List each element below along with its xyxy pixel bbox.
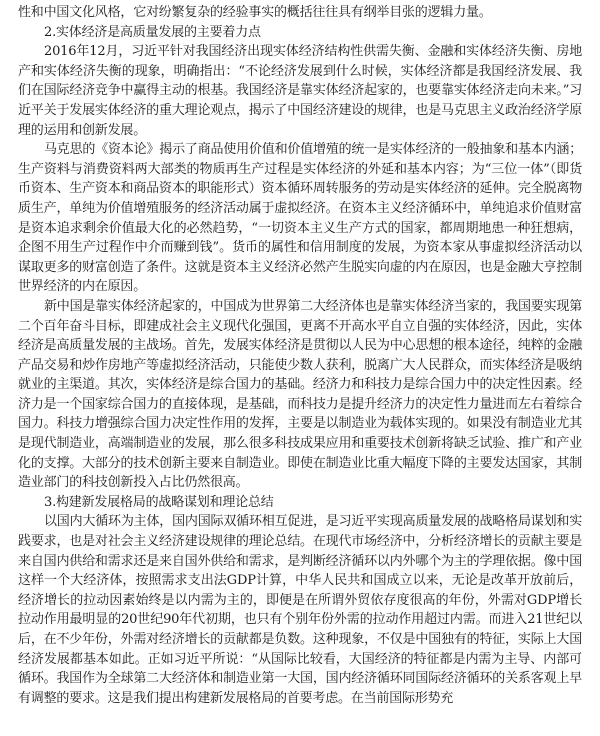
paragraph-real-economy-2016: 2016年12月，习近平针对我国经济出现实体经济结构性供需失衡、金融和实体经济失衡、房地产和实体经济失衡的现象，明确指出：“不论经济发展到什么时候，实体经济都是我国经济发展、我们在国际经济竞争中赢得主动的根基。我国经济是靠实体经济起家的，也要靠实体经济走向未来。”习近平关于发展实体经济的重大理论观点，揭示了中国经济建设的规律，也是马克思主义政治经济学原理的运用和创新发展。 — [18, 44, 582, 138]
paragraph-continuation: 性和中国文化风格，它对纷繁复杂的经验事实的概括往往具有纲举目张的逻辑力量。 — [18, 5, 492, 20]
section-heading-3: 3.构建新发展格局的战略谋划和理论总结 — [44, 494, 274, 510]
paragraph-dual-circulation: 以国内大循环为主体，国内国际双循环相互促进，是习近平实现高质量发展的战略格局谋划和实践要求，也是对社会主义经济建设规律的理论总结。在现代市场经济中，分析经济增长的贡献主要是来自国内供给和需求还是来自国外供给和需求，是判断经济循环以内外哪个为主的学理依据。像中国这样一个大经济体，按照需求支出法GDP计算，中华人民共和国成立以来，无论是改革开放前后，经济增长的拉动因素始终是以内需为主的，即便是在所谓外贸依存度很高的年份，外需对GDP增长拉动作用最明显的20世纪90年代初期，也只有个别年份外需的拉动作用超过内需。而进入21世纪以后，在不少年份，外需对经济增长的贡献都是负数。这种现象，不仅是中国独有的特征，实际上大国经济发展都基本如此。正如习近平所说：“从国际比较看，大国经济的特征都是内需为主导、内部可循环。我国作为全球第二大经济体和制造业第一大国，国内经济循环同国际经济循环的关系客观上早有调整的要求。这是我们提出构建新发展格局的首要考虑。在当前国际形势充 — [18, 514, 582, 706]
paragraph-new-china-real-economy: 新中国是靠实体经济起家的，中国成为世界第二大经济体也是靠实体经济当家的，我国要实现第二个百年奋斗目标，即建成社会主义现代化强国，更离不开高水平自立自强的实体经济，因此，实体经济是高质量发展的主战场。首先，发展实体经济是贯彻以人民为中心思想的根本途径，纯粹的金融产品交易和炒作房地产等虚拟经济活动，只能使少数人获利，脱离广大人民群众，而实体经济是吸纳就业的主渠道。其次，实体经济是综合国力的基础。经济力和科技力是综合国力中的决定性因素。经济力是一个国家综合国力的直接体现，是基础，而科技力是提升经济力的决定性力量进而左右着综合国力。科技力增强综合国力决定性作用的发挥，主要是以制造业为载体实现的。如果没有制造业尤其是现代制造业，高端制造业的发展，那么很多科技成果应用和重要技术创新将缺乏试验、推广和产业化的支撑。大部分的技术创新主要来自制造业。即使在制造业比重大幅度下降的主要发达国家，其制造业部门的科技创新投入占比仍然很高。 — [18, 298, 582, 491]
section-heading-2: 2.实体经济是高质量发展的主要着力点 — [44, 24, 261, 40]
paragraph-marx-capital: 马克思的《资本论》揭示了商品使用价值和价值增殖的统一是实体经济的一般抽象和基本内涵；生产资料与消费资料两大部类的物质再生产过程是实体经济的外延和基本内容；为“三位一体”（即货币资本、生产资本和商品资本的职能形式）资本循环周转服务的劳动是实体经济的延伸。完全脱离物质生产，单纯为价值增殖服务的经济活动属于虚拟经济。在资本主义经济循环中，单纯追求价值财富是资本追求剩余价值最大化的必然趋势，“一切资本主义生产方式的国家，都周期地患一种狂想病，企图不用生产过程作中介而赚到钱”。货币的属性和信用制度的发展，为资本家从事虚拟经济活动以谋取更多的财富创造了条件。这就是资本主义经济必然产生脱实向虚的内在原因，也是金融大亨控制世界经济的内在原因。 — [18, 142, 582, 295]
